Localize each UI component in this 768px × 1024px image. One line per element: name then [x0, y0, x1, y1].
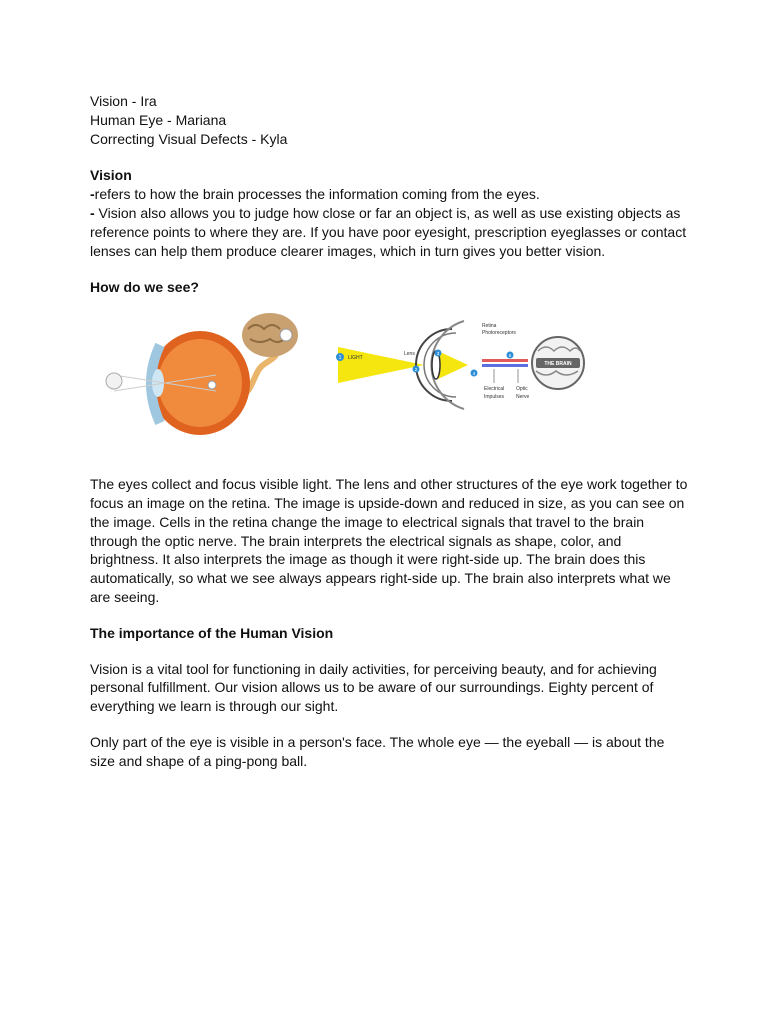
- vision-bullet-2: - Vision also allows you to judge how close or far an object is, as well as use existing objects as reference points to where they are. If you have poor eyesight, prescription eyeglasses or contact lenses can help them produce clearer images, which in turn gives you better vision.: [90, 204, 687, 259]
- eye-brain-illustration: [100, 305, 300, 445]
- optic-label: Optic: [516, 386, 528, 393]
- lens-label: Lens: [404, 351, 415, 358]
- figures-row: [90, 305, 690, 455]
- how-paragraph: The eyes collect and focus visible light. The lens and other structures of the eye work together to focus an image on the retina. The image is upside-down and reduced in size, as you can see on the image. Cells in the retina change the image to electrical signals that travel to the brain through the optic nerve. The brain interprets the electrical signals as shape, color, and brightness. It also interprets the image as though it were right-side up. The brain does this automatically, so what we see always appears right-side up. The brain also interprets what we are seeing.: [90, 476, 688, 605]
- section-heading-importance: The importance of the Human Vision: [90, 624, 334, 641]
- impulses-label: Impulses: [484, 394, 505, 401]
- bulb-icon: [106, 373, 122, 389]
- step-3-label: 3: [436, 351, 440, 357]
- credit-line: Correcting Visual Defects - Kyla: [90, 130, 288, 147]
- electrical-label: Electrical: [484, 386, 505, 393]
- photoreceptors-label: Photoreceptors: [482, 330, 516, 337]
- credit-line: Vision - Ira: [90, 93, 157, 109]
- section-heading-how-do-we-see: How do we see?: [90, 279, 199, 296]
- nerve-label: Nerve: [516, 394, 530, 401]
- vision-bullet-1: -refers to how the brain processes the information coming from the eyes.: [90, 186, 540, 203]
- section-heading-vision: Vision: [90, 167, 132, 184]
- vision-process-diagram: [332, 317, 608, 413]
- brain-label: THE BRAIN: [544, 361, 572, 368]
- step-5-label: 5: [508, 353, 512, 359]
- importance-paragraph-2: Only part of the eye is visible in a person's face. The whole eye — the eyeball — is about the size and shape of a ping-pong ball.: [90, 733, 665, 769]
- importance-paragraph-1: Vision is a vital tool for functioning in daily activities, for perceiving beauty, and for achieving personal fulfillment. Our vision allows us to be aware of our surroundings. Eighty percent of everything we learn is through our sight.: [90, 660, 657, 715]
- document-body: [90, 92, 690, 771]
- step-1-label: 1: [338, 355, 342, 362]
- retina-label: Retina: [482, 323, 497, 330]
- light-label: LIGHT: [348, 355, 363, 362]
- credits-block: [90, 92, 690, 148]
- step-2-label: 2: [414, 367, 418, 373]
- step-4-label: 4: [472, 371, 476, 377]
- credit-line: Human Eye - Mariana: [90, 111, 227, 128]
